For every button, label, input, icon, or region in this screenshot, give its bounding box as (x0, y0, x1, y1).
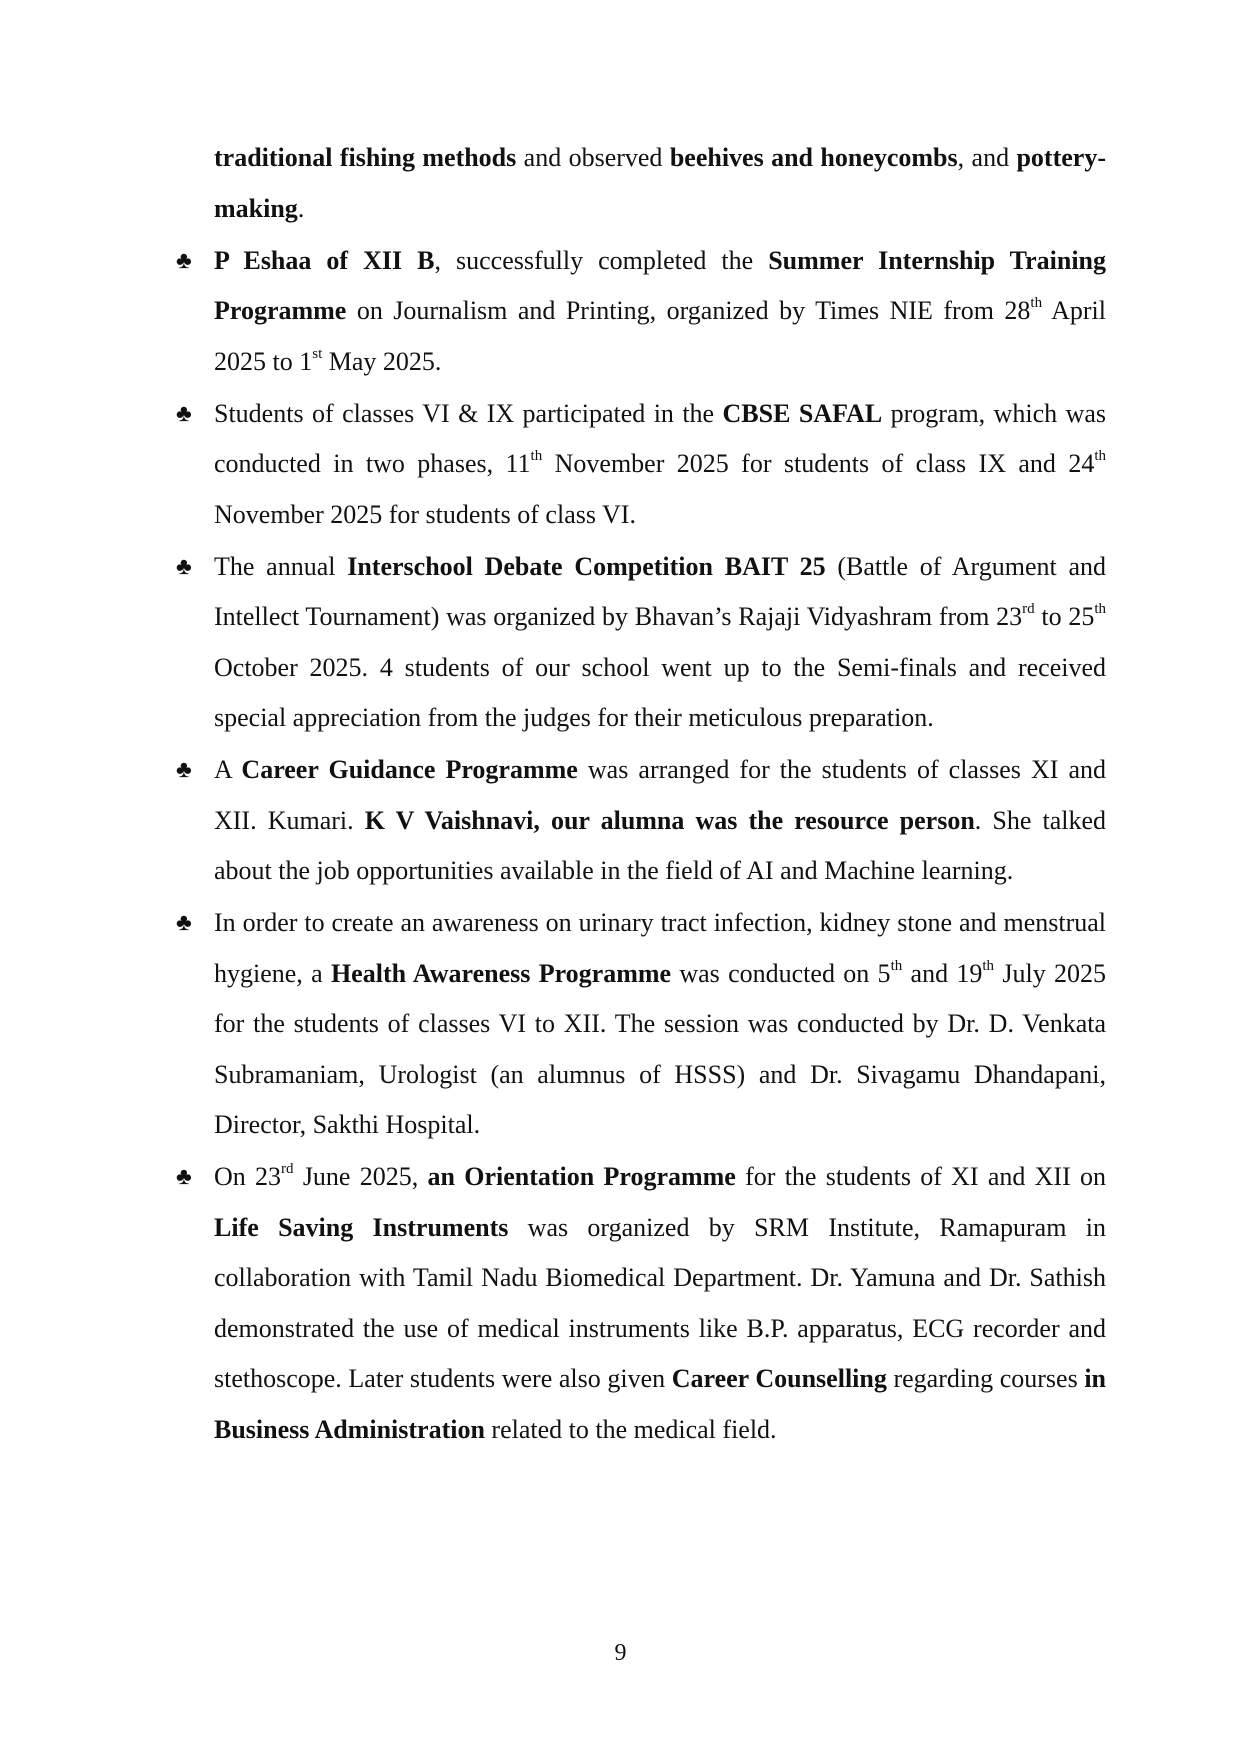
text: on Journalism and Printing, organized by Times NIE from 28 (346, 296, 1031, 325)
superscript: th (890, 957, 903, 974)
bold-text: Interschool Debate Competition BAIT 25 (347, 551, 826, 581)
bold-text: beehives and honeycombs (669, 143, 958, 172)
text: was conducted on 5 (671, 958, 891, 988)
superscript: th (1094, 448, 1106, 465)
list-item-orientation (176, 1152, 1106, 1455)
intro-paragraph (214, 133, 1106, 234)
bold-text: P Eshaa of XII B (214, 245, 435, 275)
superscript: rd (281, 1161, 294, 1178)
text: regarding courses (886, 1364, 1085, 1393)
superscript: th (530, 448, 543, 465)
text: (Battle of Argument and Intellect Tournament) was organized by Bhavan’s Rajaji Vidyashram from 23 (214, 551, 1107, 631)
text: and 19 (902, 958, 983, 988)
list-item-health-awareness (176, 898, 1107, 1151)
text: The annual (214, 551, 348, 581)
superscript: rd (1022, 601, 1035, 618)
text: October 2025. 4 students of our school went up to the Semi-finals and received special appreciation from the judges for their meticulous preparation. (214, 652, 1106, 732)
club-bullet-icon: ♣ (176, 1164, 192, 1190)
bold-text: Summer Internship Training Programme (214, 245, 1106, 325)
text: was organized by SRM Institute, Ramapuram in collaboration with Tamil Nadu Biomedical Department. Dr. Yamuna and Dr. Sathish demonstrated the use of medical instruments like B.P. apparatus, ECG recorder and stethoscope. Later students were also given (214, 1212, 1106, 1393)
text: , successfully completed the (434, 245, 769, 275)
text: . (297, 193, 305, 223)
text: related to the medical field. (484, 1414, 777, 1444)
bold-text: Career Guidance Programme (241, 755, 578, 784)
bold-text: an Orientation Programme (427, 1162, 736, 1191)
text: Students of classes VI & IX participated in the (214, 398, 723, 428)
club-bullet-icon: ♣ (176, 400, 192, 427)
text: In order to create an awareness on urinary tract infection, kidney stone and menstrual hygiene, a (214, 908, 1106, 988)
list-item-debate (176, 542, 1107, 744)
bold-text: Health Awareness Programme (330, 958, 672, 988)
bold-text: K V Vaishnavi, our alumna was the resource person (364, 805, 975, 835)
text: June 2025, (293, 1162, 428, 1191)
text: . She talked about the job opportunities available in the field of AI and Machine learning. (214, 805, 1107, 885)
club-bullet-icon: ♣ (176, 757, 192, 783)
text: and observed (516, 143, 670, 172)
text: November 2025 for students of class IX and 24 (542, 449, 1095, 478)
page-number: 9 (614, 1640, 627, 1666)
text: April 2025 to 1 (214, 296, 1106, 376)
bold-text: Career Counselling (671, 1364, 887, 1393)
list-item-internship (176, 236, 1106, 388)
superscript: th (982, 957, 995, 974)
text: July 2025 for the students of classes VI to XII. The session was conducted by Dr. D. Venkata Subramaniam, Urologist (an alumnus of HSSS) and Dr. Sivagamu Dhandapani, Director, Sakthi Hospital. (214, 958, 1107, 1139)
text: for the students of XI and XII on (735, 1162, 1106, 1191)
text: May 2025. (322, 346, 442, 376)
bold-text: in Business Administration (214, 1364, 1106, 1444)
text: November 2025 for students of class VI. (214, 499, 636, 529)
bold-text: traditional fishing methods (214, 143, 517, 172)
bold-text: pottery-making (214, 143, 1106, 223)
text: was arranged for the students of classes XI and XII. Kumari. (214, 755, 1106, 835)
superscript: st (312, 345, 323, 362)
list-item-safal (176, 389, 1107, 541)
text: A (214, 755, 242, 784)
text: On 23 (214, 1162, 282, 1191)
club-bullet-icon: ♣ (176, 553, 192, 580)
text: program, which was conducted in two phases, 11 (214, 398, 1107, 478)
club-bullet-icon: ♣ (176, 910, 192, 936)
list-item-career-guidance (176, 745, 1107, 897)
superscript: th (1030, 295, 1043, 312)
superscript: th (1094, 601, 1106, 618)
bold-text: Life Saving Instruments (214, 1212, 509, 1242)
bold-text: CBSE SAFAL (722, 398, 883, 428)
club-bullet-icon: ♣ (176, 247, 192, 274)
text: , and (957, 143, 1017, 172)
page-content (176, 133, 1107, 1457)
text: to 25 (1034, 602, 1095, 631)
